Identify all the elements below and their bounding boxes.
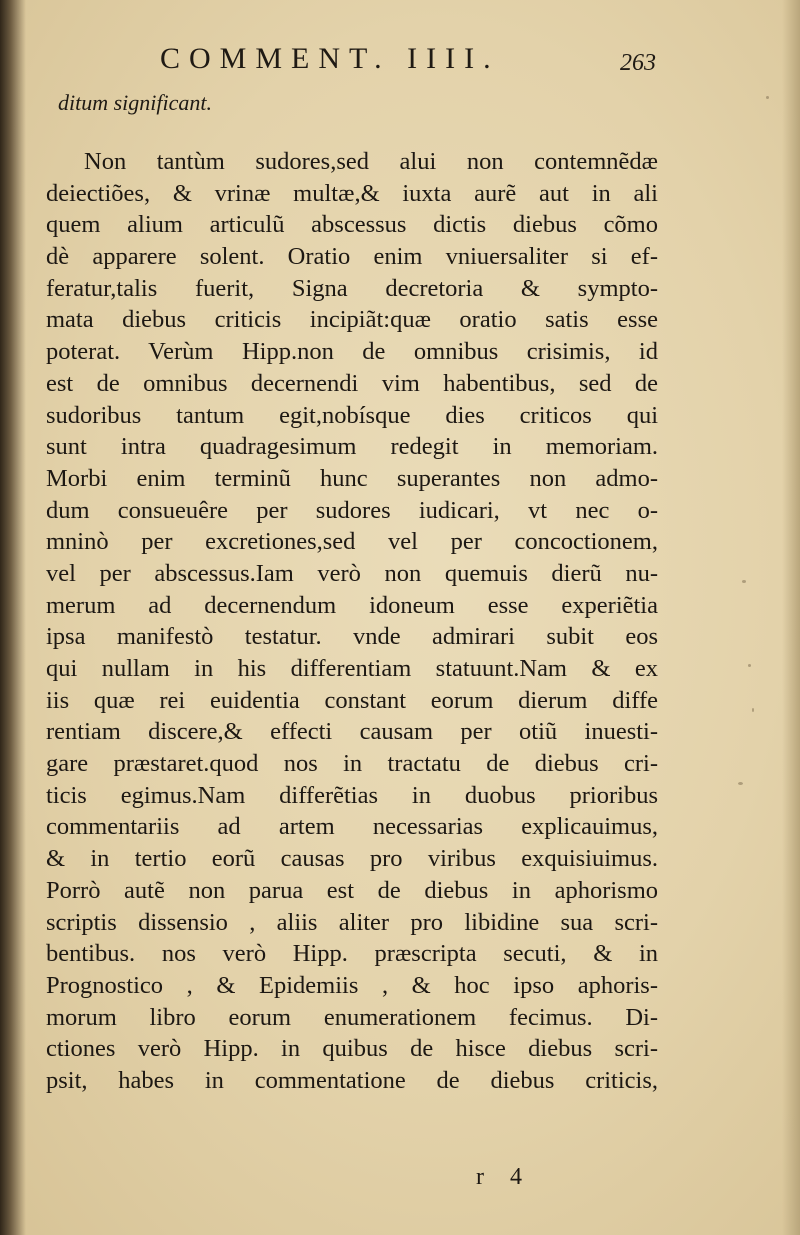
text-line: poterat. Verùm Hipp.non de omnibus crisimis, id [46,338,658,366]
text-line: & in tertio eorũ causas pro viribus exquisiuimus. [46,845,658,873]
paper-speck [766,96,769,99]
text-line: mata diebus criticis incipiãt:quæ oratio satis esse [46,306,658,334]
page-header [60,42,700,82]
text-line: merum ad decernendum idoneum esse experiẽtia [46,591,658,619]
text-line: qui nullam in his differentiam statuunt.Nam & ex [46,655,658,682]
text-line: gare præstaret.quod nos in tractatu de diebus cri- [46,750,658,778]
page-edge [782,0,800,1235]
text-line: sudoribus tantum egit,nobísque dies criticos qui [46,401,658,429]
text-line: morum libro eorum enumerationem fecimus. Di- [46,1003,658,1031]
carryover-line: ditum significant. [58,90,212,115]
text-line: scriptis dissensio , aliis aliter pro libidine sua scri- [46,908,658,936]
text-line: dum consueuêre per sudores iudicari, vt nec o- [46,496,658,524]
text-line: ipsa manifestò testatur. vnde admirari subit eos [46,623,658,651]
paper-speck [748,664,751,667]
text-line: Morbi enim terminũ hunc superantes non admo- [46,464,658,492]
binding-shadow [0,0,26,1235]
text-line: commentariis ad artem necessarias explicauimus, [46,813,658,841]
text-line: iis quæ rei euidentia constant eorum dierum diffe [46,686,658,714]
body-text [46,146,658,1097]
text-line: Porrò autẽ non parua est de diebus in aphorismo [46,876,658,904]
paper-speck [752,708,754,712]
text-line: dè apparere solent. Oratio enim vniuersaliter si ef- [46,243,658,271]
text-line: psit, habes in commentatione de diebus criticis, [46,1066,658,1094]
page-number: 263 [620,50,656,76]
text-line: deiectiões, & vrinæ multæ,& iuxta aurẽ aut in ali [46,179,658,207]
text-line: vel per abscessus.Iam verò non quemuis dierũ nu- [46,559,658,587]
text-line: feratur,talis fuerit, Signa decretoria & sympto- [46,274,658,302]
text-line: mninò per excretiones,sed vel per concoctionem, [46,528,658,556]
text-line: sunt intra quadragesimum redegit in memoriam. [46,433,658,461]
signature-mark: r 4 [476,1164,532,1190]
text-line: ctiones verò Hipp. in quibus de hisce diebus scri- [46,1035,658,1063]
text-line: bentibus. nos verò Hipp. præscripta secuti, & in [46,940,658,968]
text-line: rentiam discere,& effecti causam per otiũ inuesti- [46,718,658,746]
text-line: quem alium articulũ abscessus dictis diebus cõmo [46,211,658,239]
text-line: Prognostico , & Epidemiis , & hoc ipso aphoris- [46,971,658,999]
running-title: COMMENT. IIII. [160,42,500,75]
text-line: Non tantùm sudores,sed alui non contemnẽdæ [84,148,658,175]
paper-speck [742,580,746,583]
text-line: est de omnibus decernendi vim habentibus, sed de [46,369,658,397]
text-line: ticis egimus.Nam differẽtias in duobus prioribus [46,781,658,809]
paper-speck [738,782,743,785]
